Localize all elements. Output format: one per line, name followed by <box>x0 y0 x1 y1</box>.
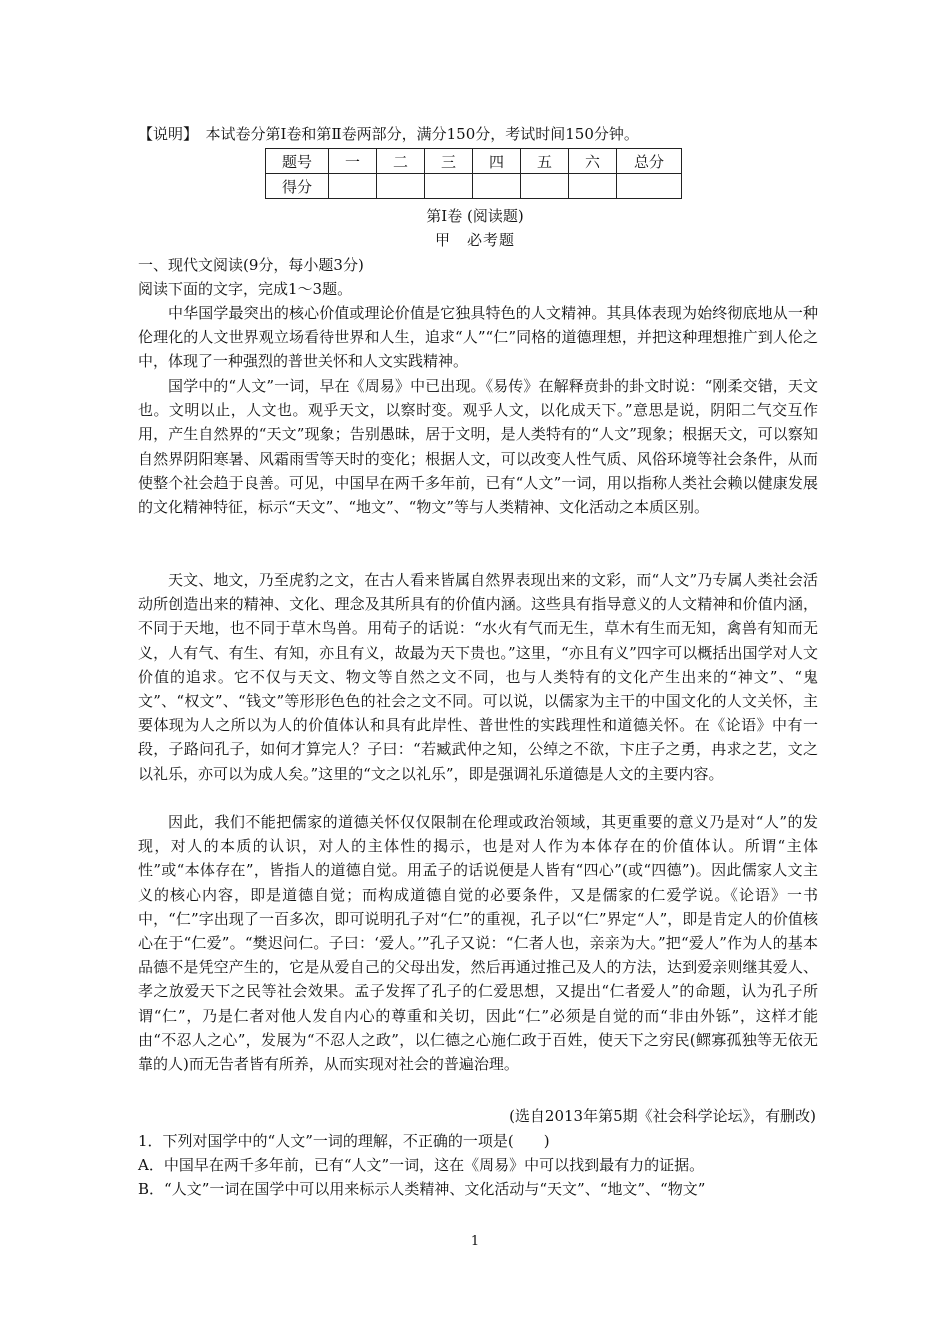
score-table-score-row <box>266 174 682 199</box>
table-cell: 题号 <box>266 149 329 174</box>
score-blank-cell[interactable] <box>473 174 521 199</box>
table-cell: 得分 <box>266 174 329 199</box>
table-cell: 二 <box>377 149 425 174</box>
score-blank-cell[interactable] <box>617 174 682 199</box>
passage-paragraph: 国学中的“人文”一词，早在《周易》中已出现。《易传》在解释贲卦的卦文时说：“刚柔交错，天文也。文明以止，人文也。观乎天文，以察时变。观乎人文，以化成天下。”意思是说，阴阳二气交互作用，产生自然界的“天文”现象；告别愚昧，居于文明，是人类特有的“人文”现象；根据天文，可以察知自然界阴阳寒暑、风霜雨雪等天时的变化；根据人文，可以改变人性气质、风俗环境等社会条件，从而使整个社会趋于良善。可见，中国早在两千多年前，已有“人文”一词，用以指称人类社会赖以健康发展的文化精神特征，标示“天文”、“地文”、“物文”等与人类精神、文化活动之本质区别。 <box>138 377 818 517</box>
passage-paragraph: 中华国学最突出的核心价值或理论价值是它独具特色的人文精神。其具体表现为始终彻底地从一种伦理化的人文世界观立场看待世界和人生，追求“人”“仁”同格的道德理想，并把这种理想推广到人伦之中，体现了一种强烈的普世关怀和人文实践精神。 <box>138 304 818 371</box>
option-a[interactable]: A．中国早在两千多年前，已有“人文”一词，这在《周易》中可以找到最有力的证据。 <box>138 1156 705 1174</box>
question-1: 1．下列对国学中的“人文”一词的理解，不正确的一项是( ) <box>138 1132 550 1150</box>
table-cell: 三 <box>425 149 473 174</box>
score-blank-cell[interactable] <box>329 174 377 199</box>
reading-instruction: 阅读下面的文字，完成1～3题。 <box>138 280 353 298</box>
passage-paragraph: 天文、地文，乃至虎豹之文，在古人看来皆属自然界表现出来的文彩，而“人文”乃专属人类社会活动所创造出来的精神、文化、理念及其所具有的价值内涵。这些具有指导意义的人文精神和价值内涵，不同于天地，也不同于草木鸟兽。用荀子的话说：“水火有气而无生，草木有生而无知，禽兽有知而无义，人有气、有生、有知，亦且有义，故最为天下贵也。”这里，“亦且有义”四字可以概括出国学对人文价值的追求。它不仅与天文、物文等自然之文不同，也与人类特有的文化产生出来的“神文”、“鬼文”、“权文”、“钱文”等形形色色的社会之文不同。可以说，以儒家为主干的中国文化的人文关怀，主要体现为人之所以为人的价值体认和具有此岸性、普世性的实践理性和道德关怀。在《论语》中有一段，子路问孔子，如何才算完人？子曰：“若臧武仲之知，公绰之不欲，卞庄子之勇，冉求之艺，文之以礼乐，亦可以为成人矣。”这里的“文之以礼乐”，即是强调礼乐道德是人文的主要内容。 <box>138 571 818 783</box>
table-cell: 四 <box>473 149 521 174</box>
table-cell: 五 <box>521 149 569 174</box>
score-table-header-row <box>266 149 682 174</box>
table-cell: 六 <box>569 149 617 174</box>
score-blank-cell[interactable] <box>521 174 569 199</box>
exam-instructions: 【说明】 本试卷分第Ⅰ卷和第Ⅱ卷两部分，满分150分，考试时间150分钟。 <box>138 125 639 143</box>
score-table <box>265 148 682 199</box>
section-title: 第Ⅰ卷 (阅读题) <box>426 207 524 225</box>
passage-source: (选自2013年第5期《社会科学论坛》，有删改) <box>509 1107 816 1125</box>
score-blank-cell[interactable] <box>425 174 473 199</box>
page-number: 1 <box>470 1234 480 1249</box>
option-b[interactable]: B．“人文”一词在国学中可以用来标示人类精神、文化活动与“天文”、“地文”、“物文” <box>138 1180 706 1198</box>
table-cell: 一 <box>329 149 377 174</box>
table-cell: 总分 <box>617 149 682 174</box>
score-blank-cell[interactable] <box>569 174 617 199</box>
subsection-title: 甲 必考题 <box>434 231 515 249</box>
passage-paragraph: 因此，我们不能把儒家的道德关怀仅仅限制在伦理或政治领域，其更重要的意义乃是对“人”的发现，对人的本质的认识，对人的主体性的揭示，也是对人作为本体存在的价值体认。所谓“主体性”或“本体存在”，皆指人的道德自觉。用孟子的话说便是人皆有“四心”(或“四德”)。因此儒家人文主义的核心内容，即是道德自觉；而构成道德自觉的必要条件，又是儒家的仁爱学说。《论语》一书中，“仁”字出现了一百多次，即可说明孔子对“仁”的重视，孔子以“仁”界定“人”，即是肯定人的价值核心在于“仁爱”。“樊迟问仁。子曰：‘爱人。’”孔子又说：“仁者人也，亲亲为大。”把“爱人”作为人的基本品德不是凭空产生的，它是从爱自己的父母出发，然后再通过推己及人的方法，达到爱亲则继其爱人、孝之放爱天下之民等社会效果。孟子发挥了孔子的仁爱思想，又提出“仁者爱人”的命题，认为孔子所谓“仁”，乃是仁者对他人发自内心的尊重和关切，因此“仁”必须是自觉的而“非由外铄”，这样才能由“不忍人之心”，发展为“不忍人之政”，以仁德之心施仁政于百姓，使天下之穷民(鳏寡孤独等无依无靠的人)而无告者皆有所养，从而实现对社会的普遍治理。 <box>138 813 818 1074</box>
score-blank-cell[interactable] <box>377 174 425 199</box>
part-heading: 一、现代文阅读(9分，每小题3分) <box>138 256 364 274</box>
